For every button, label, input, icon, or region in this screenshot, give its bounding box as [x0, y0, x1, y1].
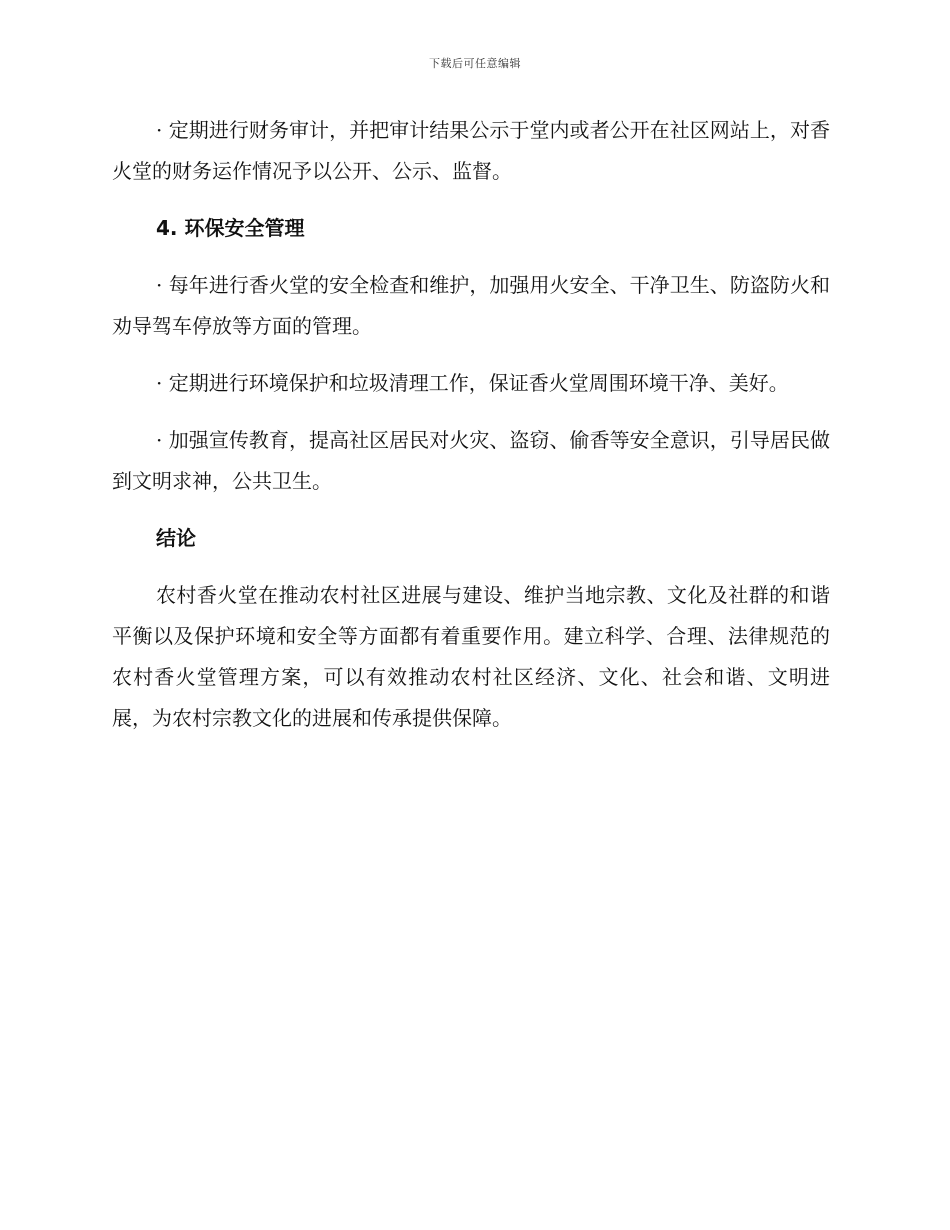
document-body — [112, 110, 830, 755]
section-heading-conclusion: 结论 — [156, 526, 196, 550]
paragraph-publicity-education: · 加强宣传教育，提高社区居民对火灾、盗窃、偷香等安全意识，引导居民做到文明求神，公共卫生。 — [112, 428, 830, 493]
page-header: 下载后可任意编辑 — [429, 57, 521, 70]
paragraph-financial-audit: · 定期进行财务审计，并把审计结果公示于堂内或者公开在社区网站上，对香火堂的财务运作情况予以公开、公示、监督。 — [112, 118, 830, 183]
paragraph-environment-cleanup: · 定期进行环境保护和垃圾清理工作，保证香火堂周围环境干净、美好。 — [156, 371, 789, 395]
paragraph-conclusion: 农村香火堂在推动农村社区进展与建设、维护当地宗教、文化及社群的和谐平衡以及保护环境和安全等方面都有着重要作用。建立科学、合理、法律规范的农村香火堂管理方案，可以有效推动农村社区经济、文化、社会和谐、文明进展，为农村宗教文化的进展和传承提供保障。 — [112, 583, 830, 730]
section-heading-safety: 4. 环保安全管理 — [156, 216, 305, 240]
paragraph-safety-inspection: · 每年进行香火堂的安全检查和维护，加强用火安全、干净卫生、防盗防火和劝导驾车停放等方面的管理。 — [112, 273, 830, 338]
